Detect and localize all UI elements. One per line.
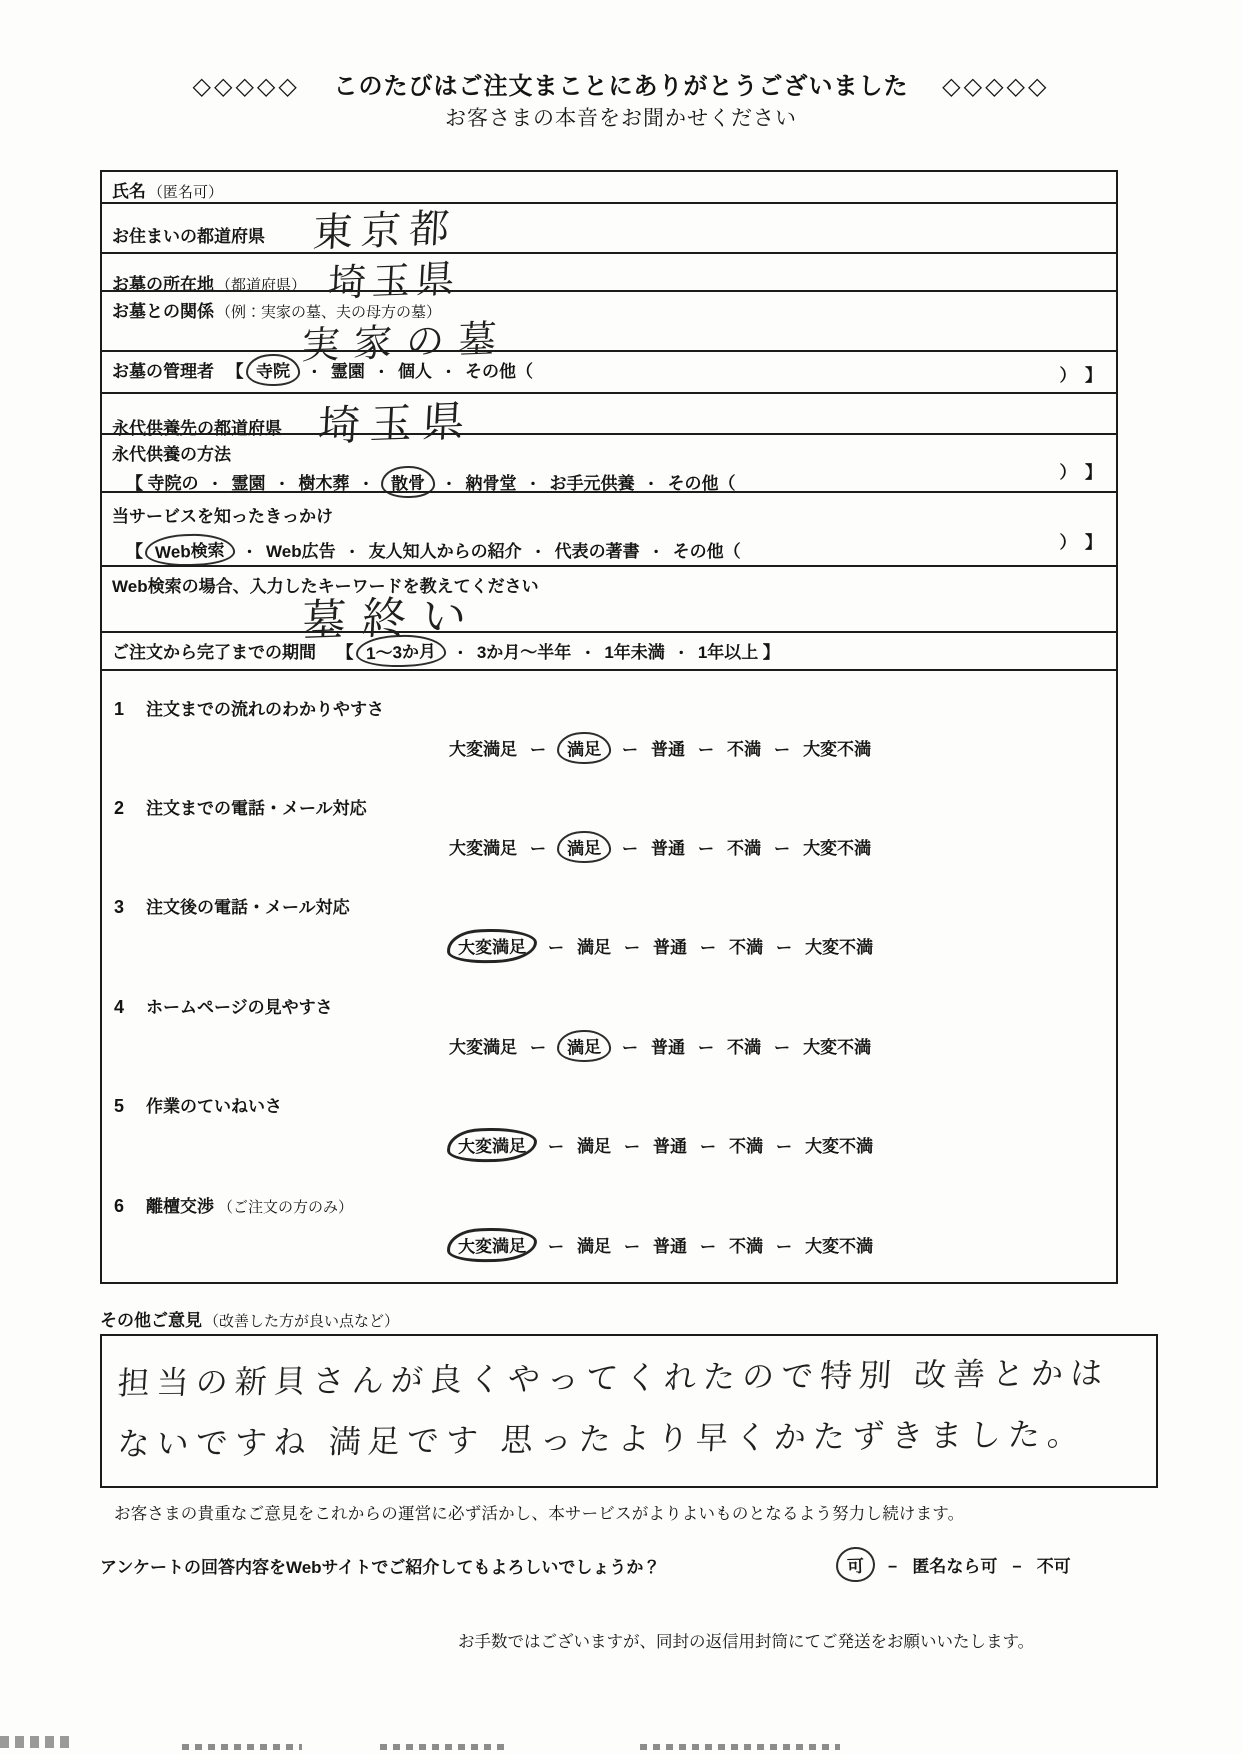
comments-label — [100, 1306, 399, 1331]
option-separator: ・ — [373, 364, 389, 381]
option-separator: ー — [530, 742, 547, 759]
option: その他（ — [464, 362, 533, 381]
bracket-close: 】 — [762, 643, 780, 662]
option-separator: ー — [698, 841, 715, 858]
form-row-name — [102, 172, 1116, 202]
option-selected-circle: 1～3か月 — [355, 633, 446, 668]
web-permission-row — [100, 1553, 1140, 1578]
field-label-grave-relation: お墓との関係 — [112, 302, 214, 321]
option-separator: ー — [622, 742, 639, 759]
field-label-memorial-method: 永代供養の方法 — [112, 445, 231, 464]
option-separator: ー — [548, 1139, 565, 1156]
option-selected-circle: 寺院 — [245, 353, 300, 387]
option: 1年以上 — [697, 643, 759, 662]
option-selected-circle: 大変満足 — [447, 1227, 538, 1263]
web-permission-options — [838, 1551, 1071, 1578]
option-selected-circle: 大変満足 — [447, 1127, 538, 1163]
option-separator: ー — [624, 1239, 641, 1256]
rating-note: （ご注文の方のみ） — [218, 1199, 354, 1216]
option-separator: ・ — [242, 544, 258, 561]
scan-artifact — [640, 1744, 840, 1750]
option: 不満 — [729, 938, 764, 957]
field-label-name: 氏名 — [112, 182, 146, 201]
comments-label-text: その他ご意見 — [100, 1311, 202, 1330]
option-separator: ー — [700, 940, 717, 957]
option-selected-circle: 満足 — [556, 1029, 611, 1063]
option-separator: ー — [530, 841, 547, 858]
rating-item-1 — [114, 671, 1116, 760]
option: 大変不満 — [803, 740, 872, 759]
option-separator: ・ — [306, 364, 322, 381]
pledge-text: お客さまの貴重なご意見をこれからの運営に必ず活かし、本サービスがよりよいものとなるよう努力し続けます。 — [114, 1505, 965, 1523]
option-separator: ー — [622, 841, 639, 858]
option-separator: ・ — [673, 645, 689, 662]
option: 不満 — [729, 1237, 764, 1256]
handwritten-residence: 東京都 — [312, 206, 459, 256]
option: 満足 — [577, 1137, 612, 1156]
option: 不可 — [1036, 1557, 1071, 1576]
rating-label: 離檀交渉 — [146, 1197, 214, 1216]
option-separator: ー — [776, 940, 793, 957]
rating-scale-3 — [449, 933, 1116, 959]
rating-label: 注文までの電話・メール対応 — [146, 799, 367, 818]
option: その他（ — [672, 542, 741, 561]
option-selected-circle: 散骨 — [380, 465, 435, 499]
page-title — [0, 66, 1242, 101]
option-separator: ー — [530, 1040, 547, 1057]
option-separator: ー — [698, 1040, 715, 1057]
bracket-open: 【 — [126, 542, 143, 561]
option-group-duration — [358, 641, 759, 664]
bracket-close: ） 】 — [1059, 533, 1102, 552]
handwritten-comment-line1: 担当の新貝さんが良くやってくれたので特別 改善とかは — [116, 1354, 1111, 1402]
option-separator: ー — [700, 1239, 717, 1256]
send-note-text: お手数ではございますが、同封の返信用封筒にてご発送をお願いいたします。 — [458, 1633, 1035, 1651]
option: 不満 — [727, 839, 762, 858]
option-group-service-source — [147, 540, 741, 563]
rating-number: 2 — [114, 798, 125, 818]
comments-box — [100, 1334, 1158, 1488]
option-selected-circle: 満足 — [556, 830, 611, 864]
option-separator: ・ — [643, 476, 659, 493]
field-label-service-source: 当サービスを知ったきっかけ — [112, 507, 333, 526]
option: 満足 — [577, 1237, 612, 1256]
option-separator: ー — [774, 1040, 791, 1057]
option: 普通 — [653, 1237, 688, 1256]
ratings-section — [102, 669, 1116, 1282]
rating-item-4 — [114, 969, 1116, 1058]
rating-scale-6 — [449, 1232, 1116, 1258]
rating-number: 5 — [114, 1096, 125, 1116]
option: 樹木葬 — [298, 474, 350, 493]
option-separator: − — [888, 1559, 898, 1576]
option-separator: ー — [776, 1139, 793, 1156]
option-separator: ・ — [525, 476, 541, 493]
form-row-duration — [102, 631, 1116, 669]
option: 大変不満 — [803, 1038, 872, 1057]
bracket-close: ） 】 — [1059, 366, 1102, 385]
field-label-duration: ご注文から完了までの期間 — [112, 643, 316, 662]
form-row-memorial-method — [102, 433, 1116, 494]
field-note-grave-relation: （例：実家の墓、夫の母方の墓） — [216, 304, 442, 321]
option: 大変不満 — [805, 1137, 874, 1156]
option: 寺院の — [147, 474, 199, 493]
field-note-name: （匿名可） — [148, 184, 224, 201]
field-label-grave-manager: お墓の管理者 — [112, 362, 214, 381]
option-separator: ・ — [648, 544, 664, 561]
rating-label: ホームページの見やすさ — [146, 998, 333, 1017]
option: その他（ — [667, 474, 736, 493]
rating-number: 4 — [114, 997, 125, 1017]
form-row-residence — [102, 202, 1116, 256]
option-separator: ・ — [580, 645, 596, 662]
option-separator: ー — [774, 742, 791, 759]
rating-scale-4 — [449, 1033, 1116, 1058]
option: 不満 — [729, 1137, 764, 1156]
diamond-decoration-right: ◇◇◇◇◇ — [942, 73, 1050, 100]
option: 3か月～半年 — [476, 643, 572, 662]
option: 普通 — [653, 1137, 688, 1156]
handwritten-memorial-prefecture: 埼玉県 — [317, 397, 476, 450]
bracket-open: 【 — [126, 474, 143, 493]
option: 代表の著書 — [554, 542, 640, 561]
option-separator: ・ — [274, 476, 290, 493]
option: 霊園 — [231, 474, 266, 493]
bracket-open: 【 — [226, 362, 244, 381]
option-separator: ー — [774, 841, 791, 858]
rating-item-6 — [114, 1168, 1116, 1258]
option-selected-circle: Web検索 — [145, 532, 236, 567]
title-text: このたびはご注文まことにありがとうございました — [333, 73, 909, 100]
option: 不満 — [727, 740, 762, 759]
option: 大変満足 — [449, 740, 517, 759]
rating-label: 注文後の電話・メール対応 — [146, 898, 350, 917]
form-row-service-source — [102, 491, 1116, 565]
option-separator: ー — [548, 940, 565, 957]
form-row-grave-manager — [102, 350, 1116, 392]
field-label-residence: お住まいの都道府県 — [112, 227, 265, 246]
rating-scale-5 — [449, 1132, 1116, 1158]
option-separator: ・ — [207, 476, 223, 493]
scan-artifact — [380, 1744, 510, 1750]
web-permission-question: アンケートの回答内容をWebサイトでご紹介してもよろしいでしょうか？ — [100, 1558, 661, 1577]
handwritten-search-keyword: 墓終い — [300, 590, 484, 647]
option-selected-circle: 満足 — [556, 731, 611, 765]
option-separator: ・ — [344, 544, 360, 561]
option-separator: ・ — [530, 544, 546, 561]
option: 大変不満 — [805, 938, 874, 957]
rating-number: 6 — [114, 1196, 125, 1216]
scan-artifact — [182, 1744, 302, 1750]
option-selected-circle: 可 — [835, 1546, 875, 1582]
option: Web広告 — [266, 542, 336, 561]
option: 1年未満 — [604, 643, 665, 662]
rating-item-5 — [114, 1068, 1116, 1158]
bracket-close: ） 】 — [1059, 463, 1102, 482]
option-separator: ー — [698, 742, 715, 759]
option: 友人知人からの紹介 — [368, 542, 522, 561]
rating-number: 1 — [114, 699, 125, 719]
rating-scale-2 — [449, 834, 1116, 859]
option: 普通 — [651, 839, 686, 858]
bracket-open: 【 — [336, 643, 354, 662]
rating-label: 作業のていねいさ — [146, 1097, 282, 1116]
rating-item-2 — [114, 770, 1116, 859]
option: 大変満足 — [449, 1038, 517, 1057]
handwritten-grave-relation: 実家の墓 — [300, 318, 512, 368]
field-label-memorial-prefecture: 永代供養先の都道府県 — [112, 419, 282, 438]
option: 大変不満 — [803, 839, 872, 858]
handwritten-comment-line2: ないですね 満足です 思ったより早くかたずきました。 — [116, 1415, 1088, 1462]
comments-label-note: （改善した方が良い点など） — [204, 1313, 400, 1330]
option-separator: ・ — [452, 645, 468, 662]
option: 普通 — [653, 938, 688, 957]
option: お手元供養 — [549, 474, 635, 493]
page-subtitle: お客さまの本音をお聞かせください — [445, 107, 797, 130]
option: 不満 — [727, 1038, 762, 1057]
form-row-grave-relation — [102, 290, 1116, 368]
rating-label: 注文までの流れのわかりやすさ — [146, 700, 384, 719]
option-separator: ー — [548, 1239, 565, 1256]
field-label-grave-location: お墓の所在地 — [112, 275, 214, 294]
option-separator: − — [1012, 1559, 1022, 1576]
scan-artifact — [0, 1736, 70, 1748]
field-note-grave-location: （都道府県） — [216, 277, 307, 294]
form-row-memorial-prefecture — [102, 392, 1116, 450]
form-row-search-keyword — [102, 565, 1116, 647]
option-separator: ・ — [441, 476, 457, 493]
option: 個人 — [397, 362, 432, 381]
option-separator: ー — [624, 1139, 641, 1156]
handwritten-grave-location: 埼玉県 — [327, 258, 462, 306]
option: 大変満足 — [449, 839, 517, 858]
rating-item-3 — [114, 869, 1116, 959]
field-label-search-keyword: Web検索の場合、入力したキーワードを教えてください — [112, 577, 539, 596]
form-row-grave-location — [102, 252, 1116, 306]
option: 霊園 — [330, 362, 365, 381]
option: 普通 — [651, 740, 686, 759]
option-group-grave-manager — [248, 361, 533, 382]
option: 納骨堂 — [465, 474, 517, 493]
survey-table — [100, 170, 1118, 1284]
option-selected-circle: 大変満足 — [447, 928, 538, 964]
option-separator: ・ — [440, 364, 456, 381]
rating-number: 3 — [114, 897, 125, 917]
diamond-decoration-left: ◇◇◇◇◇ — [192, 73, 300, 100]
option: 匿名なら可 — [912, 1557, 998, 1576]
option-separator: ー — [776, 1239, 793, 1256]
option-separator: ー — [624, 940, 641, 957]
option: 大変不満 — [805, 1237, 874, 1256]
rating-scale-1 — [449, 735, 1116, 760]
option-separator: ・ — [358, 476, 374, 493]
option-separator: ー — [622, 1040, 639, 1057]
option: 普通 — [651, 1038, 686, 1057]
option-separator: ー — [700, 1139, 717, 1156]
option: 満足 — [577, 938, 612, 957]
